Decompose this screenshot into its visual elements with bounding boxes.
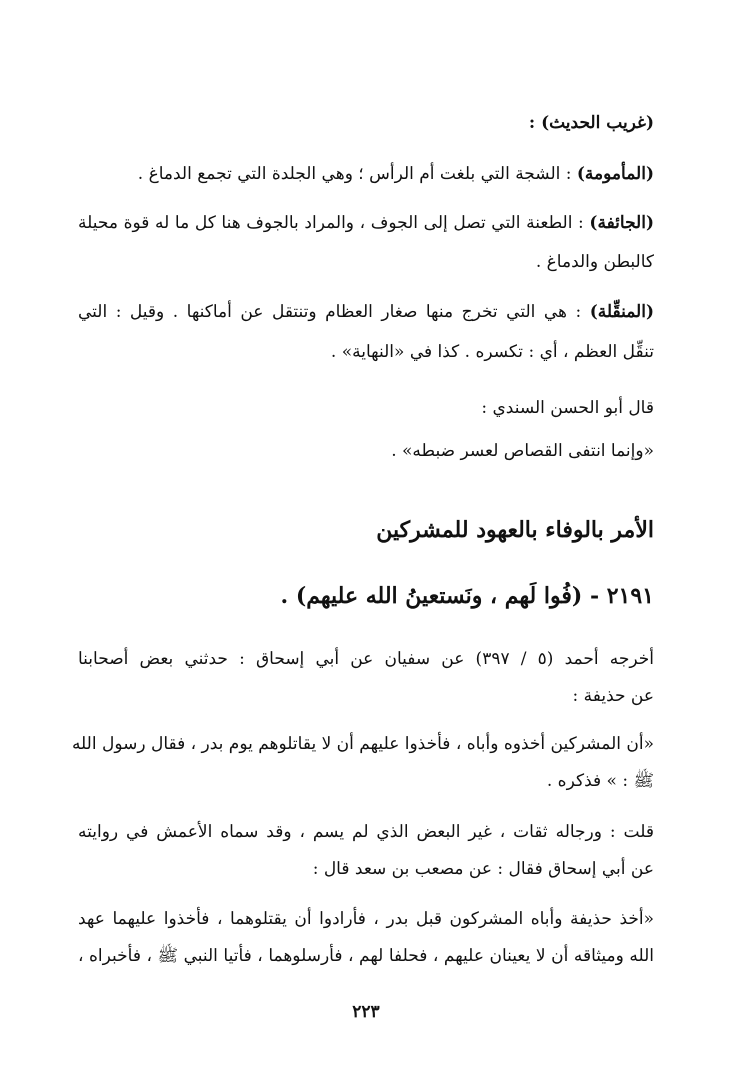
glossary-entry-jaifa — [78, 209, 654, 237]
quote1-line-2: ﷺ : » فذكره . — [546, 771, 654, 791]
comment-line-2: عن أبي إسحاق فقال : عن مصعب بن سعد قال : — [312, 859, 654, 879]
takhrij-line-2: عن حذيفة : — [572, 686, 654, 706]
takhrij-line-1: أخرجه أحمد (٥ / ٣٩٧) عن سفيان عن أبي إسحاق : حدثني بعض أصحابنا — [78, 649, 654, 669]
quote1-line-1: «أن المشركين أخذوه وأباه ، فأخذوا عليهم أن لا يقاتلوهم يوم بدر ، فقال رسول الله — [71, 734, 654, 754]
sindi-intro: قال أبو الحسن السندي : — [481, 398, 654, 418]
glossary-entry-munaqqila — [78, 298, 654, 326]
book-page — [71, 0, 654, 1086]
glossary-term: (المأمومة) — [576, 164, 654, 184]
hadith-heading: ٢١٩١ - (فُوا لَهم ، ونَستعينُ الله عليهم) . — [280, 583, 654, 609]
glossary-term: (الجائفة) — [589, 213, 654, 233]
glossary-definition: : الشجة التي بلغت أم الرأس ؛ وهي الجلدة التي تجمع الدماغ . — [137, 164, 572, 184]
glossary-title: (غريب الحديث) : — [528, 113, 654, 133]
glossary-entry-mamuma — [78, 160, 654, 188]
glossary-definition: : الطعنة التي تصل إلى الجوف ، والمراد بالجوف هنا كل ما له قوة محيلة — [78, 213, 584, 233]
glossary-definition-continued: تنقِّل العظم ، أي : تكسره . كذا في «النهاية» . — [330, 342, 654, 362]
comment-line-1: قلت : ورجاله ثقات ، غير البعض الذي لم يسم ، وقد سماه الأعمش في روايته — [78, 822, 654, 842]
glossary-term: (المنقِّلة) — [589, 302, 654, 322]
glossary-definition: : هي التي تخرج منها صغار العظام وتنتقل عن أماكنها . وقيل : التي — [78, 302, 582, 322]
page-number: ٢٢٣ — [352, 1002, 380, 1022]
glossary-definition-continued: كالبطن والدماغ . — [535, 252, 654, 272]
quote2-line-1: «أخذ حذيفة وأباه المشركون قبل بدر ، فأرادوا أن يقتلوهما ، فأخذوا عليهما عهد — [78, 909, 654, 929]
sindi-quote: «وإنما انتفى القصاص لعسر ضبطه» . — [391, 441, 654, 461]
chapter-title: الأمر بالوفاء بالعهود للمشركين — [376, 517, 654, 543]
quote2-line-2: الله وميثاقه أن لا يعينان عليهم ، فحلفا لهم ، فأرسلوهما ، فأتيا النبي ﷺ ، فأخبراه ، — [78, 946, 654, 966]
